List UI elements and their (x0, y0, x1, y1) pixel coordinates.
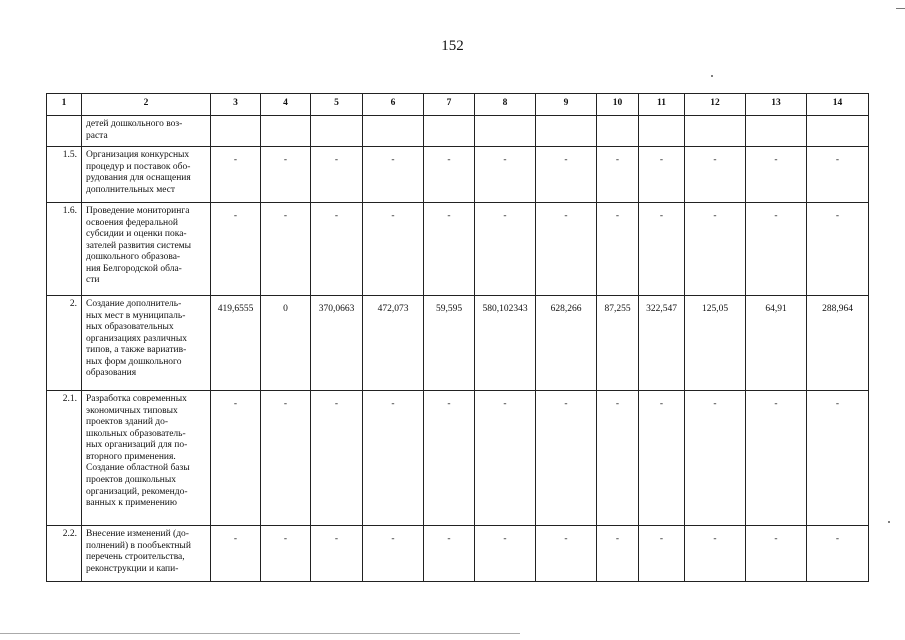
value-cell: - (211, 526, 261, 582)
table-row (47, 203, 869, 296)
value-cell: 87,255 (597, 296, 639, 391)
description-line: ных образовательных (86, 322, 174, 333)
value-cell: - (311, 391, 363, 526)
description-line: проектов дошкольных (86, 475, 176, 486)
scan-edge-mark (896, 8, 905, 9)
value-cell: - (807, 391, 869, 526)
page-number: 152 (441, 38, 464, 54)
value-cell: - (424, 391, 475, 526)
value-cell: 125,05 (685, 296, 746, 391)
value-cell (475, 116, 536, 147)
column-header: 9 (536, 94, 597, 116)
value-cell (261, 116, 311, 147)
value-cell: - (746, 203, 807, 296)
value-cell: 64,91 (746, 296, 807, 391)
row-description (82, 391, 211, 526)
value-cell: - (261, 526, 311, 582)
description-line: зателей развития системы (86, 240, 192, 251)
value-cell: - (639, 203, 685, 296)
table-row (47, 526, 869, 582)
value-cell: - (685, 147, 746, 203)
table-row (47, 116, 869, 147)
value-cell: - (807, 147, 869, 203)
description-line: Создание областной базы (86, 463, 190, 474)
row-description (82, 147, 211, 203)
value-cell: - (261, 391, 311, 526)
value-cell: - (685, 391, 746, 526)
column-header: 2 (82, 94, 211, 116)
value-cell (211, 116, 261, 147)
value-cell: 472,073 (363, 296, 424, 391)
value-cell: - (746, 391, 807, 526)
value-cell: 370,0663 (311, 296, 363, 391)
value-cell: - (475, 203, 536, 296)
row-number (47, 116, 82, 147)
table-row (47, 391, 869, 526)
description-line: ных форм дошкольного (86, 356, 182, 367)
row-number: 2.1. (47, 391, 82, 526)
value-cell: - (475, 147, 536, 203)
value-cell: - (211, 203, 261, 296)
table-row (47, 296, 869, 391)
value-cell: - (807, 526, 869, 582)
value-cell: 288,964 (807, 296, 869, 391)
value-cell: - (475, 526, 536, 582)
column-header: 4 (261, 94, 311, 116)
description-line: перечень строительства, (86, 552, 185, 563)
description-line: организаций, рекомендо- (86, 486, 188, 497)
value-cell: - (311, 203, 363, 296)
row-description (82, 296, 211, 391)
value-cell (363, 116, 424, 147)
description-line: субсидии и оценки пока- (86, 229, 187, 240)
row-number: 1.6. (47, 203, 82, 296)
value-cell (536, 116, 597, 147)
description-line: дошкольного образова- (86, 252, 181, 263)
value-cell: - (746, 147, 807, 203)
value-cell: - (639, 391, 685, 526)
value-cell: 580,102343 (475, 296, 536, 391)
value-cell: - (597, 147, 639, 203)
scan-bottom-line (0, 633, 520, 634)
value-cell (807, 116, 869, 147)
value-cell: - (311, 526, 363, 582)
description-line: раста (86, 130, 108, 141)
value-cell: - (597, 526, 639, 582)
description-line: организациях различных (86, 333, 187, 344)
value-cell: - (685, 203, 746, 296)
description-line: Внесение изменений (до- (86, 529, 189, 539)
value-cell: - (639, 526, 685, 582)
description-line: Разработка современных (86, 394, 187, 404)
value-cell: - (424, 147, 475, 203)
column-header: 5 (311, 94, 363, 116)
value-cell: 59,595 (424, 296, 475, 391)
scan-speck (711, 75, 713, 77)
value-cell (424, 116, 475, 147)
column-header: 3 (211, 94, 261, 116)
value-cell: - (685, 526, 746, 582)
row-number: 2. (47, 296, 82, 391)
value-cell (311, 116, 363, 147)
description-line: Создание дополнитель- (86, 299, 182, 309)
row-number: 2.2. (47, 526, 82, 582)
value-cell: - (746, 526, 807, 582)
value-cell: 0 (261, 296, 311, 391)
value-cell: 322,547 (639, 296, 685, 391)
description-line: ных организаций для по- (86, 440, 188, 451)
description-line: ния Белгородской обла- (86, 263, 182, 274)
value-cell (639, 116, 685, 147)
value-cell: - (475, 391, 536, 526)
value-cell: 419,6555 (211, 296, 261, 391)
value-cell: - (211, 391, 261, 526)
description-line: дополнительных мест (86, 184, 176, 195)
description-line: типов, а также вариатив- (86, 345, 187, 356)
description-line: детей дошкольного воз- (86, 119, 183, 129)
value-cell: - (363, 526, 424, 582)
value-cell: - (363, 147, 424, 203)
value-cell: - (807, 203, 869, 296)
row-description (82, 203, 211, 296)
value-cell: - (536, 203, 597, 296)
description-line: рудования для оснащения (86, 173, 191, 184)
description-line: ванных к применению (86, 498, 177, 509)
row-number: 1.5. (47, 147, 82, 203)
value-cell: - (597, 203, 639, 296)
value-cell: - (424, 203, 475, 296)
description-line: процедур и поставок обо- (86, 161, 191, 172)
column-header: 10 (597, 94, 639, 116)
description-line: полнений) в пообъектный (86, 540, 191, 551)
description-line: образования (86, 368, 137, 379)
value-cell: - (211, 147, 261, 203)
column-header: 14 (807, 94, 869, 116)
description-line: школьных образователь- (86, 428, 186, 439)
description-line: Проведение мониторинга (86, 206, 190, 216)
description-line: экономичных типовых (86, 405, 178, 416)
column-header: 11 (639, 94, 685, 116)
value-cell: - (363, 391, 424, 526)
description-line: вторного применения. (86, 451, 176, 462)
description-line: проектов зданий до- (86, 417, 169, 428)
description-line: Организация конкурсных (86, 150, 190, 160)
description-line: сти (86, 275, 100, 286)
value-cell: - (536, 391, 597, 526)
value-cell (685, 116, 746, 147)
column-header: 6 (363, 94, 424, 116)
description-line: освоения федеральной (86, 217, 178, 228)
column-header: 8 (475, 94, 536, 116)
value-cell: - (536, 147, 597, 203)
value-cell: - (597, 391, 639, 526)
column-header: 12 (685, 94, 746, 116)
column-header: 13 (746, 94, 807, 116)
row-description (82, 526, 211, 582)
description-line: ных мест в муниципаль- (86, 310, 186, 321)
table-row (47, 147, 869, 203)
value-cell: 628,266 (536, 296, 597, 391)
value-cell: - (536, 526, 597, 582)
scan-speck (888, 521, 890, 523)
value-cell: - (639, 147, 685, 203)
value-cell (597, 116, 639, 147)
value-cell: - (363, 203, 424, 296)
value-cell: - (424, 526, 475, 582)
column-header: 1 (47, 94, 82, 116)
value-cell: - (311, 147, 363, 203)
row-description (82, 116, 211, 147)
data-table (46, 93, 869, 582)
value-cell: - (261, 147, 311, 203)
column-header: 7 (424, 94, 475, 116)
value-cell (746, 116, 807, 147)
table-header-row (47, 94, 869, 116)
value-cell: - (261, 203, 311, 296)
description-line: реконструкции и капи- (86, 563, 179, 574)
